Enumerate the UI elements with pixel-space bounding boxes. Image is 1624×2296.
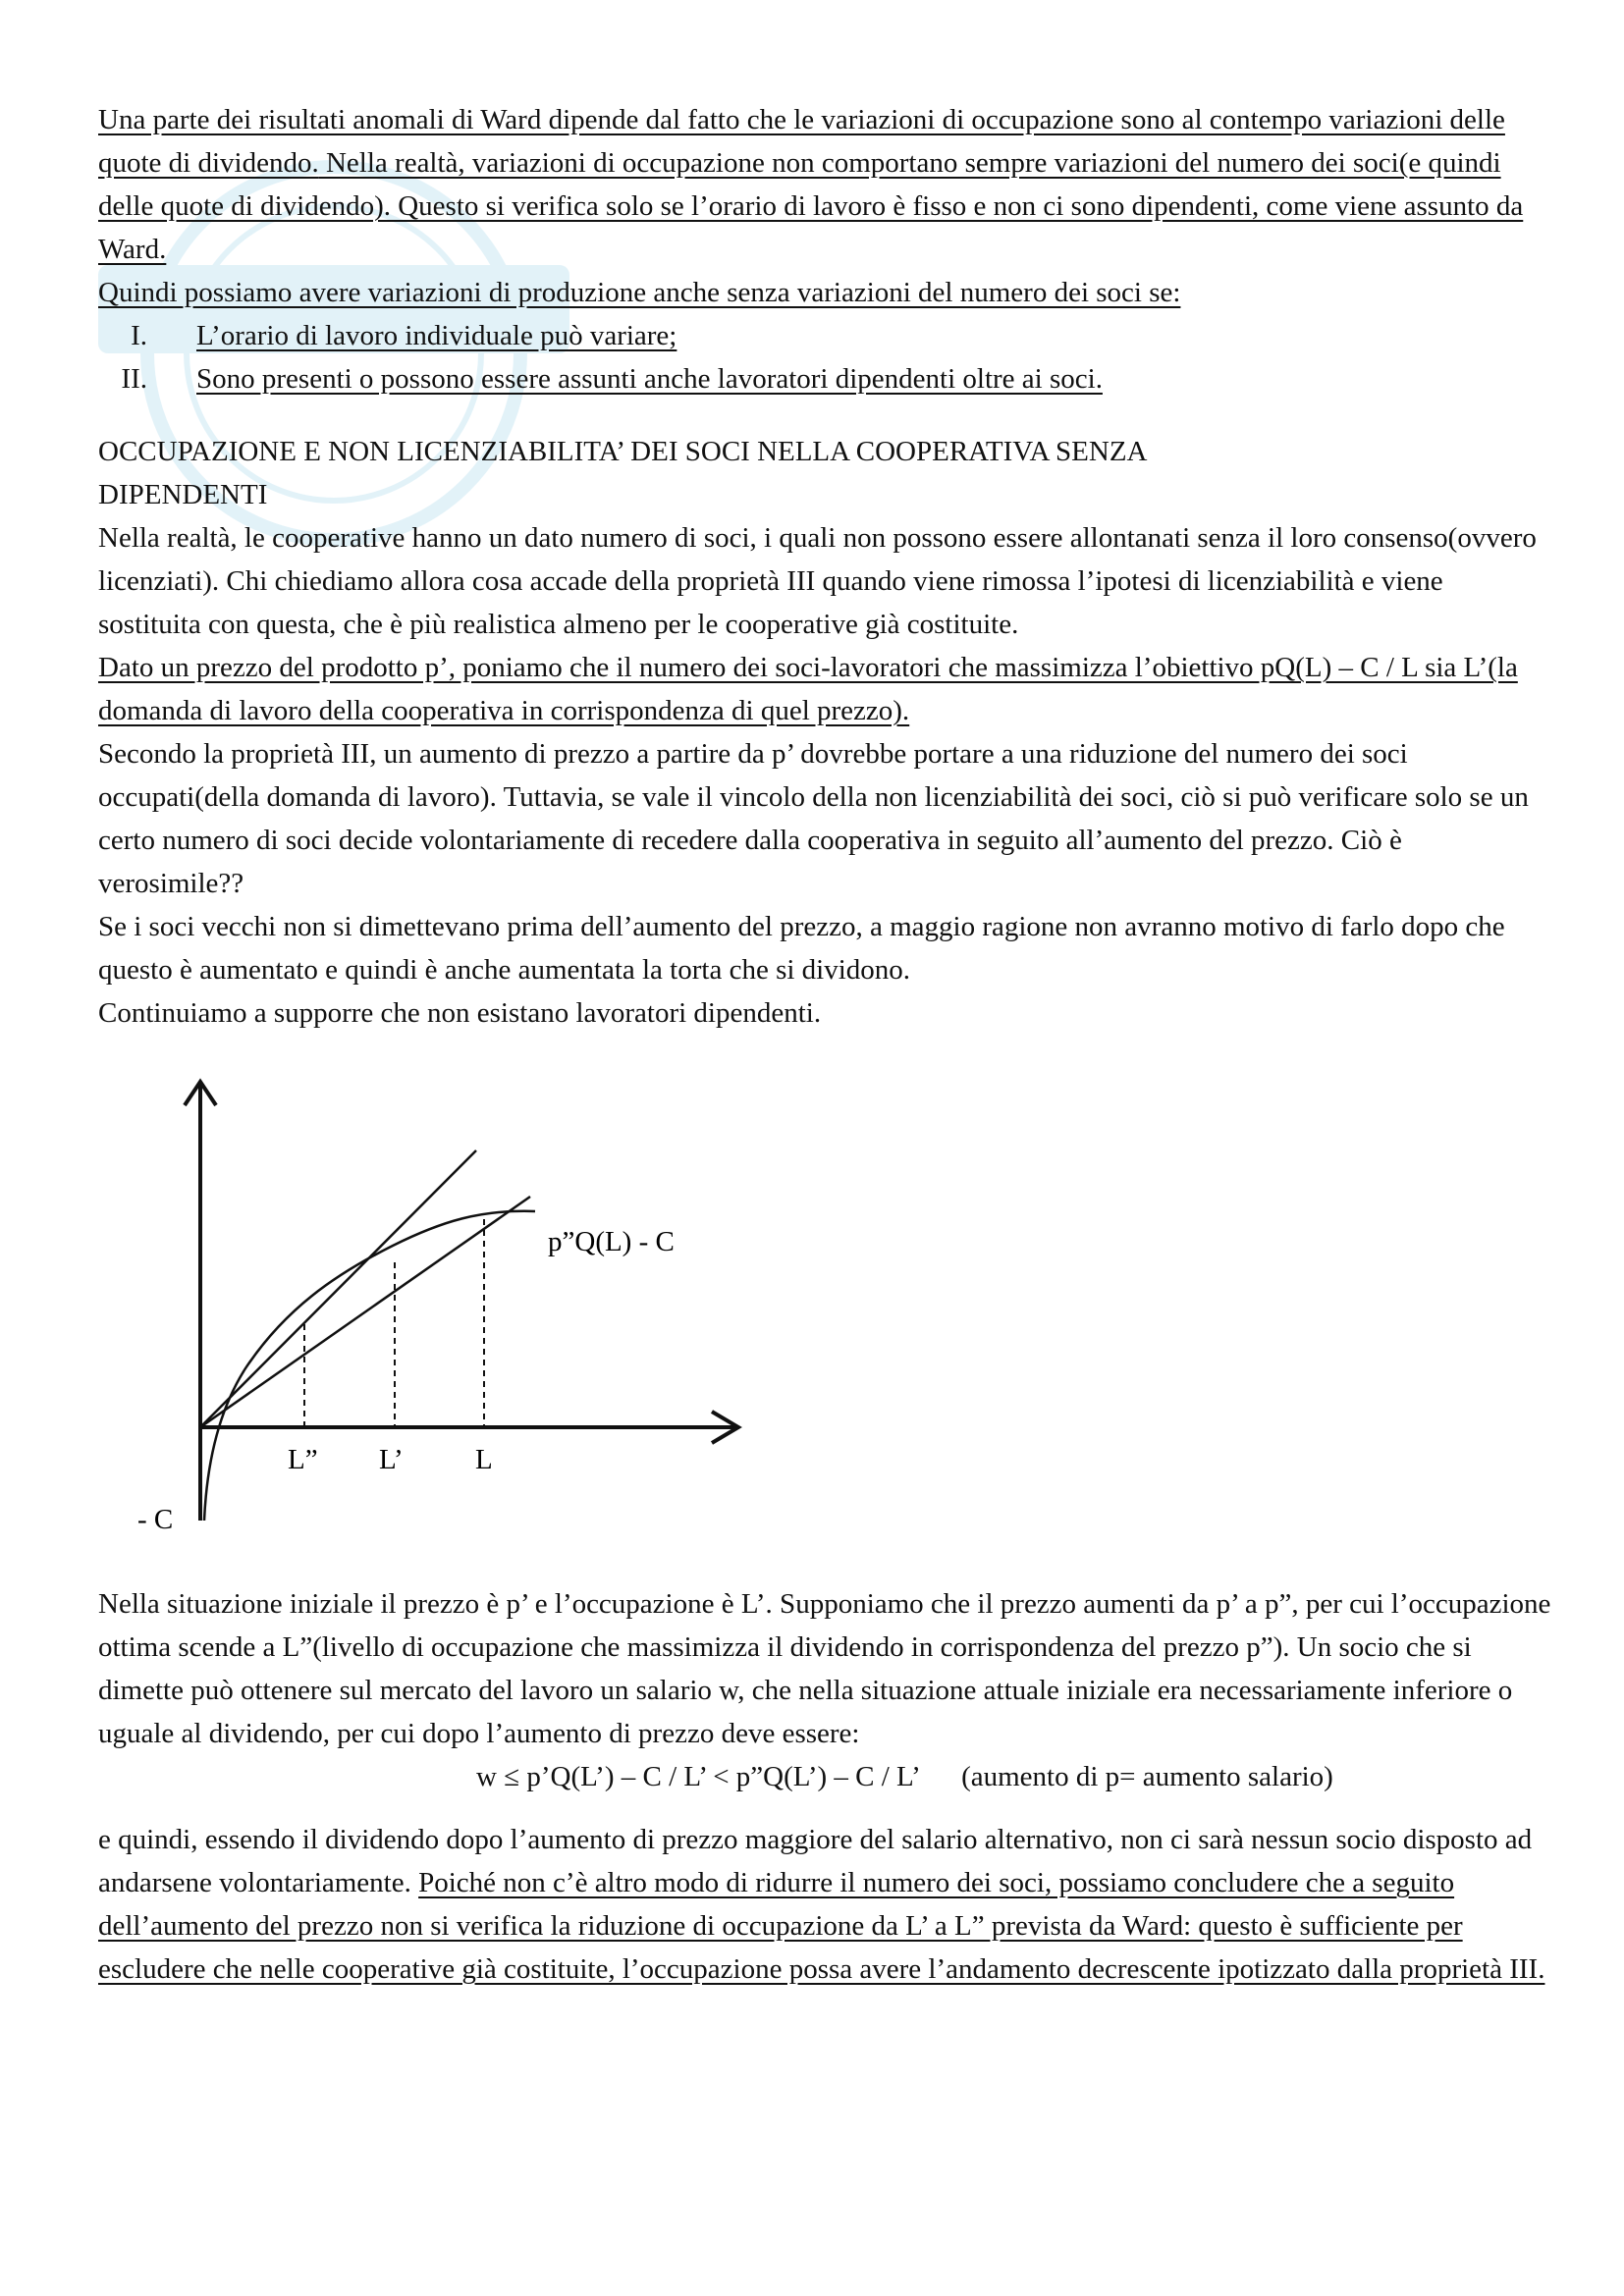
- wage-inequality-formula: w ≤ p’Q(L’) – C / L’ < p”Q(L’) – C / L’ (aumento di p= aumento salario): [476, 1761, 1333, 1792]
- paragraph-non-licenziabilita: Nella realtà, le cooperative hanno un dato numero di soci, i quali non possono essere allontanati senza il loro consenso(ovvero licenziati). Chi chiediamo allora cosa accade della proprietà III quando viene rimossa l’ipotesi di licenziabilità e viene sostituita con questa, che è più realistica almeno per le cooperative già costituite.: [98, 522, 1537, 640]
- conclusion-text: e quindi, essendo il dividendo dopo l’aumento di prezzo maggiore del salario alternativo, non ci sarà nessun socio disposto ad andarsene volontariamente.: [98, 1824, 1533, 1898]
- paragraph-ward-anomalies: [98, 98, 1551, 271]
- paragraph-no-employees: Continuiamo a supporre che non esistano lavoratori dipendenti.: [98, 997, 822, 1029]
- underlined-text: Una parte dei risultati anomali di Ward dipende dal fatto che le variazioni di occupazione sono al contempo variazioni delle quote di dividendo.: [98, 104, 1505, 179]
- secant-ray: [200, 1197, 530, 1427]
- paragraph-conditions-intro: Quindi possiamo avere variazioni di produzione anche senza variazioni del numero dei soci se:: [98, 277, 1181, 308]
- neg-c-label: - C: [137, 1504, 174, 1535]
- tick-label-l: L: [475, 1444, 493, 1475]
- section-heading: OCCUPAZIONE E NON LICENZIABILITA’ DEI SOCI NELLA COOPERATIVA SENZA DIPENDENTI: [98, 436, 1146, 510]
- curve-label: p”Q(L) - C: [548, 1226, 675, 1257]
- conditions-list: [98, 314, 1551, 400]
- tick-label-l1: L’: [379, 1444, 404, 1475]
- paragraph-old-members: Se i soci vecchi non si dimettevano prima dell’aumento del prezzo, a maggio ragione non avranno motivo di farlo dopo che questo è aumentato e quindi è anche aumentata la torta che si dividono.: [98, 911, 1505, 986]
- text-realta: Nella realtà, variazioni di occupazione non comportano sempre variazioni del numero dei soci(e quindi delle quote di dividendo). Questo si verifica solo se l’orario di lavoro è fisso e non ci sono dipendenti, come viene assunto da Ward.: [98, 147, 1524, 265]
- paragraph-initial-situation: Nella situazione iniziale il prezzo è p’ e l’occupazione è L’. Supponiamo che il prezzo aumenti da p’ a p”, per cui l’occupazione ottima scende a L”(livello di occupazione che massimizza il dividendo in corrispondenza del prezzo p”). Un socio che si dimette può ottenere sul mercato del lavoro un salario w, che nella situazione attuale iniziale era necessariamente inferiore o uguale al dividendo, per cui dopo l’aumento di prezzo deve essere:: [98, 1588, 1551, 1749]
- list-item: II. Sono presenti o possono essere assunti anche lavoratori dipendenti oltre ai soci.: [121, 363, 1103, 395]
- document-page: [98, 98, 1551, 1991]
- dividend-diagram: [98, 1044, 785, 1575]
- tangent-ray: [200, 1150, 476, 1427]
- list-item: I. L’orario di lavoro individuale può variare;: [131, 320, 677, 351]
- conclusion-underlined: Poiché non c’è altro modo di ridurre il numero dei soci, possiamo concludere che a seguito dell’aumento del prezzo non si verifica la riduzione di occupazione da L’ a L” prevista da Ward: questo è sufficiente per escludere che nelle cooperative già costituite, l’occupazione possa avere l’andamento decrescente ipotizzato dalla proprietà III.: [98, 1867, 1545, 1985]
- paragraph-property-iii: Secondo la proprietà III, un aumento di prezzo a partire da p’ dovrebbe portare a una riduzione del numero dei soci occupati(della domanda di lavoro). Tuttavia, se vale il vincolo della non licenziabilità dei soci, ciò si può verificare solo se un certo numero di soci decide volontariamente di recedere dalla cooperativa in seguito all’aumento del prezzo. Ciò è verosimile??: [98, 738, 1529, 899]
- paragraph-given-price: Dato un prezzo del prodotto p’, poniamo che il numero dei soci-lavoratori che massimizza l’obiettivo pQ(L) – C / L sia L’(la domanda di lavoro della cooperativa in corrispondenza di quel prezzo).: [98, 652, 1518, 726]
- tick-label-l2: L”: [288, 1444, 318, 1475]
- paragraph-conclusion: [98, 1818, 1551, 1991]
